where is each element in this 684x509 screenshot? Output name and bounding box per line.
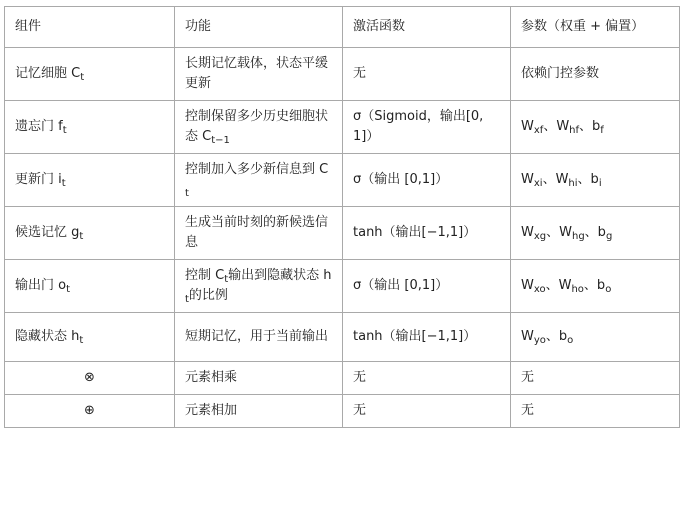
cell-parameters: $W_{xi}$、$W_{hi}$、$b_i$ [511, 154, 680, 207]
cell-activation: 无 [343, 48, 511, 101]
cell-component: 遗忘门 $f_t$ [5, 101, 175, 154]
table-row [5, 395, 680, 428]
cell-activation: 无 [343, 362, 511, 395]
table-row [5, 362, 680, 395]
header-component: 组件 [5, 7, 175, 48]
cell-parameters: $W_{xg}$、$W_{hg}$、$b_g$ [511, 207, 680, 260]
header-function: 功能 [175, 7, 343, 48]
table-header-row [5, 7, 680, 48]
cell-activation: σ（输出 [0,1]） [343, 260, 511, 313]
cell-parameters: 无 [511, 362, 680, 395]
cell-activation: 无 [343, 395, 511, 428]
cell-activation: σ（输出 [0,1]） [343, 154, 511, 207]
cell-function: 控制保留多少历史细胞状态 $C_{t-1}$ [175, 101, 343, 154]
cell-function: 控制 $C_t$输出到隐藏状态 $h_t$的比例 [175, 260, 343, 313]
cell-component: 候选记忆 $g_t$ [5, 207, 175, 260]
cell-function: 控制加入多少新信息到 $C_t$ [175, 154, 343, 207]
table-row [5, 101, 680, 154]
header-parameters: 参数（权重 + 偏置） [511, 7, 680, 48]
cell-function: 元素相乘 [175, 362, 343, 395]
cell-function: 长期记忆载体，状态平缓更新 [175, 48, 343, 101]
table-row [5, 313, 680, 362]
table-row [5, 154, 680, 207]
table-row [5, 260, 680, 313]
cell-activation: tanh（输出[−1,1]） [343, 313, 511, 362]
cell-function: 生成当前时刻的新候选信息 [175, 207, 343, 260]
cell-parameters: 无 [511, 395, 680, 428]
cell-function: 元素相加 [175, 395, 343, 428]
cell-component: 输出门 $o_t$ [5, 260, 175, 313]
cell-activation: tanh（输出[−1,1]） [343, 207, 511, 260]
cell-activation: σ（Sigmoid，输出[0,1]） [343, 101, 511, 154]
cell-parameters: $W_{xo}$、$W_{ho}$、$b_o$ [511, 260, 680, 313]
cell-component: 记忆细胞 $C_t$ [5, 48, 175, 101]
table-row [5, 207, 680, 260]
header-activation: 激活函数 [343, 7, 511, 48]
cell-parameters: $W_{yo}$、$b_o$ [511, 313, 680, 362]
cell-component-operator-multiply: ⊗ [5, 362, 175, 395]
cell-component: 更新门 $i_t$ [5, 154, 175, 207]
cell-function: 短期记忆，用于当前输出 [175, 313, 343, 362]
table-row [5, 48, 680, 101]
cell-parameters: 依赖门控参数 [511, 48, 680, 101]
cell-component: 隐藏状态 $h_t$ [5, 313, 175, 362]
cell-component-operator-add: ⊕ [5, 395, 175, 428]
cell-parameters: $W_{xf}$、$W_{hf}$、$b_f$ [511, 101, 680, 154]
lstm-components-table [4, 6, 680, 428]
